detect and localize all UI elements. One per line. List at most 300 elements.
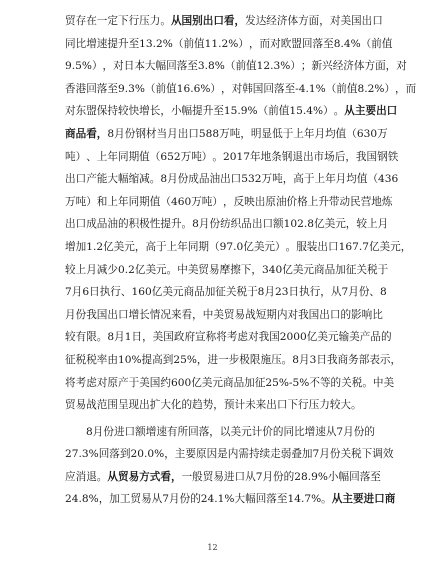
- char: 落: [266, 493, 277, 506]
- char: 2: [221, 37, 229, 50]
- char: 日: [123, 60, 135, 73]
- char: 示: [379, 353, 391, 366]
- char: 考: [226, 331, 238, 344]
- char: .: [143, 448, 148, 461]
- char: %: [280, 60, 291, 73]
- char: 8: [160, 173, 168, 186]
- bold-char: 看: [223, 15, 235, 27]
- char: .: [214, 493, 218, 506]
- char: 3: [273, 60, 281, 73]
- char: 0: [236, 240, 244, 253]
- char: 5: [272, 376, 279, 389]
- char: 济: [343, 60, 354, 73]
- char: 落: [176, 60, 188, 73]
- char: 5: [180, 353, 187, 366]
- char: 1: [217, 493, 225, 506]
- char: 6: [183, 82, 191, 95]
- char: 均: [325, 127, 336, 140]
- text-line: [65, 10, 383, 33]
- char: 份: [75, 308, 87, 321]
- char: 回: [86, 82, 97, 95]
- char: 经: [266, 15, 277, 27]
- char: 等: [319, 376, 331, 389]
- char: 考: [75, 376, 87, 389]
- char: %: [247, 105, 258, 118]
- char: 中: [372, 376, 384, 389]
- char: %: [88, 493, 99, 506]
- char: 2: [130, 448, 138, 461]
- text-line: [65, 146, 399, 169]
- char: 落: [109, 448, 120, 461]
- char: 同: [117, 150, 129, 163]
- char: 。: [160, 15, 171, 27]
- char: 2: [297, 218, 304, 231]
- char: 出: [361, 15, 373, 27]
- char: 。: [212, 150, 223, 163]
- char: 后: [334, 150, 346, 163]
- char: 年: [117, 195, 129, 208]
- char: 3: [281, 286, 289, 299]
- char: 民: [350, 195, 361, 208]
- line-content: [65, 55, 407, 78]
- char: 2: [275, 286, 282, 299]
- line-content: [65, 372, 395, 395]
- char: 计: [251, 425, 263, 438]
- bold-char: 别: [192, 15, 203, 27]
- char: ）: [238, 37, 249, 50]
- char: 2: [156, 37, 163, 50]
- char: 2: [263, 60, 271, 73]
- char: %: [350, 37, 361, 50]
- char: ；: [300, 60, 312, 73]
- char: .: [78, 493, 82, 506]
- char: 油: [107, 218, 118, 231]
- char: 下: [240, 263, 252, 276]
- char: ，: [102, 60, 114, 73]
- char: 价: [286, 195, 298, 208]
- char: 升: [170, 218, 182, 231]
- char: 响: [361, 308, 373, 321]
- char: 中: [202, 308, 214, 321]
- char: 吨: [229, 127, 241, 140]
- char: 征: [254, 376, 266, 389]
- line-content: [65, 259, 389, 282]
- char: 从: [325, 425, 337, 438]
- char: 月: [335, 173, 347, 186]
- char: 较: [65, 263, 76, 276]
- char: 2: [279, 331, 287, 344]
- char: 出: [319, 308, 330, 321]
- bold-char: 国: [181, 15, 193, 27]
- char: 品: [198, 173, 210, 186]
- char: 出: [220, 173, 231, 186]
- char: 加: [244, 376, 255, 389]
- char: ，: [320, 286, 331, 299]
- char: 市: [313, 150, 325, 163]
- char: 8: [86, 425, 93, 438]
- char: 快: [128, 105, 140, 118]
- char: 执: [99, 286, 111, 299]
- char: 元: [241, 425, 252, 438]
- char: 香: [65, 82, 76, 95]
- char: 于: [128, 376, 140, 389]
- char: .: [237, 105, 241, 118]
- char: 从: [151, 493, 163, 506]
- char: 3: [145, 37, 153, 50]
- char: 口: [188, 127, 199, 140]
- char: %: [228, 37, 239, 50]
- bold-char: 出: [376, 105, 387, 118]
- char: 口: [75, 218, 87, 231]
- char: 同: [283, 425, 295, 438]
- char: 贸: [65, 15, 76, 27]
- char: 定: [107, 15, 118, 27]
- char: 效: [382, 448, 394, 461]
- char: 元: [172, 286, 184, 299]
- char: 亿: [103, 240, 114, 253]
- char: 回: [188, 425, 199, 438]
- bold-char: 方: [139, 470, 150, 483]
- bold-char: 主: [342, 493, 353, 506]
- char: 亿: [314, 218, 325, 231]
- line-content: [65, 466, 381, 489]
- char: 4: [306, 105, 314, 118]
- char: 万: [261, 173, 273, 186]
- char: %: [299, 376, 310, 389]
- char: 退: [86, 470, 97, 483]
- char: .: [303, 218, 308, 231]
- char: .: [124, 82, 129, 95]
- char: 5: [75, 60, 82, 73]
- char: 月: [348, 286, 359, 299]
- char: 格: [297, 195, 308, 208]
- char: 经: [332, 60, 344, 73]
- char: 存: [75, 15, 87, 27]
- char: 性: [149, 218, 161, 231]
- char: 减: [139, 173, 150, 186]
- char: 至: [370, 470, 381, 483]
- char: .: [302, 105, 307, 118]
- char: 贸: [198, 263, 209, 276]
- line-content: [65, 168, 399, 191]
- line-content: [65, 100, 398, 123]
- char: 续: [259, 448, 271, 461]
- bold-char: 要: [352, 493, 364, 506]
- char: 关: [356, 263, 367, 276]
- char: 期: [198, 240, 209, 253]
- char: 0: [117, 263, 125, 276]
- char: ）: [212, 195, 223, 208]
- char: 税: [86, 353, 97, 366]
- bold-char: 口: [213, 15, 224, 27]
- char: 国: [308, 308, 320, 321]
- char: 8: [81, 493, 89, 506]
- char: 弱: [280, 448, 292, 461]
- char: 摩: [219, 263, 231, 276]
- line-content: [65, 443, 394, 466]
- char: 5: [296, 105, 303, 118]
- line-content: [65, 33, 393, 56]
- char: 2: [128, 263, 135, 276]
- char: 行: [309, 286, 321, 299]
- char: 9: [240, 105, 248, 118]
- char: 月: [167, 127, 178, 140]
- text-line: [65, 421, 375, 444]
- char: .: [152, 37, 157, 50]
- char: ，: [240, 127, 251, 140]
- char: ）: [384, 82, 396, 95]
- char: 商: [222, 376, 234, 389]
- char: 国: [96, 308, 108, 321]
- char: ，: [385, 60, 397, 73]
- char: 美: [152, 331, 164, 344]
- char: 务: [348, 353, 359, 366]
- char: 品: [194, 286, 205, 299]
- char: 元: [212, 376, 223, 389]
- char: 对: [248, 331, 259, 344]
- char: 高: [152, 353, 163, 366]
- char: 万: [219, 127, 230, 140]
- char: 压: [271, 353, 282, 366]
- char: 的: [380, 331, 392, 344]
- char: 前: [155, 82, 167, 95]
- char: 国: [252, 82, 264, 95]
- char: 4: [378, 173, 385, 186]
- line-content: [65, 349, 402, 372]
- char: 加: [75, 240, 87, 253]
- char: 期: [128, 150, 140, 163]
- char: 盟: [291, 37, 302, 50]
- line-content: [65, 281, 387, 304]
- char: ，: [319, 15, 330, 27]
- char: 1: [338, 240, 346, 253]
- bold-char: ，: [96, 127, 108, 140]
- char: -: [288, 376, 293, 389]
- char: ，: [400, 240, 412, 253]
- char: 增: [145, 425, 157, 438]
- char: 对: [231, 82, 243, 95]
- char: 万: [65, 195, 76, 208]
- line-content: [65, 488, 396, 511]
- char: 有: [75, 331, 87, 344]
- char: 出: [302, 150, 314, 163]
- char: 0: [300, 331, 307, 344]
- char: 调: [372, 448, 383, 461]
- char: 出: [251, 218, 263, 231]
- char: 主: [174, 448, 186, 461]
- char: 而: [405, 82, 417, 95]
- char: 元: [264, 240, 275, 253]
- char: 8: [300, 470, 308, 483]
- char: ，: [196, 353, 208, 366]
- char: 。: [333, 105, 345, 118]
- char: 内: [276, 308, 288, 321]
- char: 在: [86, 15, 97, 27]
- char: 4: [294, 493, 301, 506]
- char: 8: [192, 218, 199, 231]
- char: 持: [248, 448, 260, 461]
- char: 方: [364, 60, 376, 73]
- char: 关: [341, 376, 352, 389]
- char: 亿: [368, 240, 380, 253]
- line-content: [65, 213, 389, 236]
- char: %: [81, 60, 92, 73]
- char: 月: [167, 173, 178, 186]
- char: 输: [338, 331, 350, 344]
- char: 钢: [281, 150, 293, 163]
- char: 进: [223, 470, 235, 483]
- char: 份: [273, 470, 284, 483]
- char: 美: [292, 263, 304, 276]
- char: 5: [241, 173, 248, 186]
- char: 1: [131, 286, 139, 299]
- char: 期: [266, 308, 277, 321]
- char: 落: [359, 470, 371, 483]
- char: 升: [117, 37, 129, 50]
- char: 6: [138, 286, 145, 299]
- char: 易: [213, 470, 224, 483]
- char: 8: [205, 127, 213, 140]
- char: 万: [377, 127, 388, 140]
- char: 的: [272, 425, 284, 438]
- char: 征: [345, 263, 357, 276]
- char: 率: [96, 353, 108, 366]
- char: 美: [213, 308, 224, 321]
- char: 虑: [86, 376, 97, 389]
- char: 我: [326, 353, 338, 366]
- char: ，: [209, 425, 220, 438]
- char: 至: [284, 82, 296, 95]
- char: 份: [209, 218, 221, 231]
- char: 税: [366, 263, 378, 276]
- char: 月: [299, 353, 310, 366]
- line-content: [65, 191, 393, 214]
- char: 原: [195, 448, 207, 461]
- char: 值: [346, 82, 358, 95]
- char: 同: [128, 195, 140, 208]
- char: 上: [293, 127, 304, 140]
- char: 份: [358, 286, 370, 299]
- char: .: [204, 60, 209, 73]
- text-line: [65, 372, 395, 395]
- char: 美: [162, 286, 173, 299]
- char: 美: [201, 376, 213, 389]
- char: 吨: [272, 173, 283, 186]
- char: 有: [166, 425, 178, 438]
- char: 所: [177, 425, 189, 438]
- char: （: [172, 37, 184, 50]
- char: 1: [256, 60, 264, 73]
- char: 上: [366, 218, 378, 231]
- text-line: [65, 326, 392, 349]
- char: 月: [377, 218, 389, 231]
- char: 8: [212, 127, 220, 140]
- char: 下: [117, 15, 129, 27]
- char: 0: [177, 376, 185, 389]
- char: 年: [107, 150, 118, 163]
- line-content: [65, 326, 392, 349]
- char: 税: [236, 286, 248, 299]
- char: %: [224, 493, 235, 506]
- char: 美: [187, 263, 199, 276]
- char: 叠: [291, 448, 302, 461]
- char: 增: [128, 308, 140, 321]
- char: 回: [166, 60, 177, 73]
- char: 6: [356, 127, 364, 140]
- char: 值: [246, 60, 257, 73]
- char: 3: [309, 353, 317, 366]
- char: 8: [292, 353, 299, 366]
- char: 3: [363, 127, 371, 140]
- char: 2: [65, 448, 72, 461]
- bold-char: 品: [75, 127, 87, 140]
- char: 上: [166, 240, 178, 253]
- char: 出: [317, 240, 328, 253]
- char: 口: [124, 425, 136, 438]
- text-line: [65, 168, 399, 191]
- char: 1: [211, 37, 219, 50]
- char: .: [270, 60, 274, 73]
- char: 的: [340, 308, 352, 321]
- char: 加: [301, 448, 313, 461]
- char: 极: [139, 218, 150, 231]
- char: 月: [114, 331, 125, 344]
- char: 、: [86, 150, 97, 163]
- text-line: [65, 55, 407, 78]
- line-content: [86, 421, 375, 444]
- char: 征: [65, 353, 76, 366]
- char: 纺: [220, 218, 231, 231]
- char: 6: [82, 286, 90, 299]
- bold-char: 出: [202, 15, 214, 27]
- char: 较: [65, 331, 76, 344]
- char: 回: [263, 82, 274, 95]
- char: 至: [276, 493, 288, 506]
- char: ）: [86, 195, 97, 208]
- char: 月: [92, 425, 104, 438]
- char: 2: [96, 240, 104, 253]
- char: 铁: [387, 150, 399, 163]
- char: %: [317, 470, 328, 483]
- bold-char: 商: [384, 493, 396, 506]
- char: 加: [204, 286, 216, 299]
- char: 。: [149, 173, 161, 186]
- char: 口: [372, 15, 383, 27]
- bold-char: ，: [170, 470, 182, 483]
- char: 2: [367, 82, 375, 95]
- char: %: [131, 353, 142, 366]
- text-line: [65, 191, 393, 214]
- char: 执: [299, 286, 310, 299]
- char: 日: [316, 353, 327, 366]
- char: .: [190, 82, 194, 95]
- char: 提: [141, 353, 153, 366]
- char: 4: [343, 37, 351, 50]
- char: 落: [312, 37, 324, 50]
- char: ，: [192, 308, 203, 321]
- char: 幅: [155, 60, 167, 73]
- char: 我: [258, 331, 270, 344]
- char: 的: [283, 470, 295, 483]
- char: 原: [107, 376, 118, 389]
- char: 行: [128, 15, 140, 27]
- char: 持: [107, 105, 118, 118]
- char: 额: [135, 425, 146, 438]
- text-line: [65, 281, 387, 304]
- char: 值: [278, 105, 290, 118]
- char: ，: [345, 218, 357, 231]
- char: （: [325, 82, 337, 95]
